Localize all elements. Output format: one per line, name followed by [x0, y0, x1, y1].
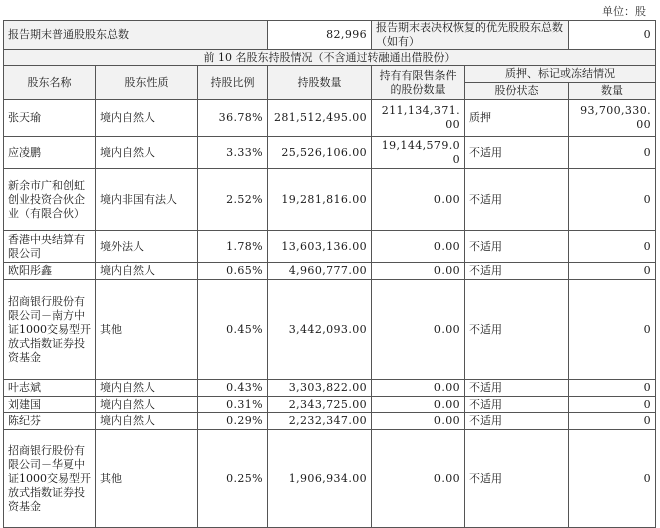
holder-name: 张天瑜 — [4, 100, 96, 137]
pledge-quantity: 0 — [569, 263, 656, 280]
restricted-quantity: 0.00 — [372, 263, 465, 280]
holding-ratio: 0.31% — [198, 397, 268, 413]
pledge-quantity: 0 — [569, 380, 656, 397]
holding-quantity: 281,512,495.00 — [268, 100, 372, 137]
holder-name: 新余市广和创虹创业投资合伙企业（有限合伙） — [4, 169, 96, 231]
holder-nature: 境内自然人 — [96, 397, 198, 413]
holding-ratio: 0.65% — [198, 263, 268, 280]
holder-name: 欧阳彤鑫 — [4, 263, 96, 280]
holder-name: 招商银行股份有限公司－华夏中证1000交易型开放式指数证券投资基金 — [4, 430, 96, 528]
pledge-status: 质押 — [465, 100, 569, 137]
preferred-holders-label: 报告期末表决权恢复的优先股股东总数（如有） — [372, 21, 569, 50]
restricted-quantity: 0.00 — [372, 231, 465, 263]
holder-nature: 境内非国有法人 — [96, 169, 198, 231]
holding-ratio: 1.78% — [198, 231, 268, 263]
restricted-quantity: 0.00 — [372, 380, 465, 397]
holding-quantity: 2,232,347.00 — [268, 413, 372, 430]
holding-ratio: 0.43% — [198, 380, 268, 397]
restricted-quantity: 0.00 — [372, 280, 465, 380]
pledge-quantity: 0 — [569, 413, 656, 430]
holder-nature: 境内自然人 — [96, 137, 198, 169]
preferred-holders-value: 0 — [569, 21, 656, 50]
pledge-status: 不适用 — [465, 280, 569, 380]
header-pledge-group: 质押、标记或冻结情况 — [465, 66, 656, 83]
table-row — [4, 380, 656, 397]
header-ratio: 持股比例 — [198, 66, 268, 100]
holder-name: 招商银行股份有限公司－南方中证1000交易型开放式指数证券投资基金 — [4, 280, 96, 380]
holding-quantity: 1,906,934.00 — [268, 430, 372, 528]
restricted-quantity: 0.00 — [372, 413, 465, 430]
table-row — [4, 263, 656, 280]
header-pledge-status: 股份状态 — [465, 83, 569, 100]
holder-name: 应凌鹏 — [4, 137, 96, 169]
holder-nature: 其他 — [96, 280, 198, 380]
holding-quantity: 4,960,777.00 — [268, 263, 372, 280]
holder-nature: 境外法人 — [96, 231, 198, 263]
table-row — [4, 413, 656, 430]
holding-ratio: 0.29% — [198, 413, 268, 430]
pledge-quantity: 0 — [569, 280, 656, 380]
holding-quantity: 3,303,822.00 — [268, 380, 372, 397]
holder-name: 香港中央结算有限公司 — [4, 231, 96, 263]
shareholder-table — [3, 20, 656, 528]
pledge-status: 不适用 — [465, 231, 569, 263]
holding-ratio: 0.45% — [198, 280, 268, 380]
holder-nature: 其他 — [96, 430, 198, 528]
summary-row — [4, 21, 656, 50]
table-row — [4, 231, 656, 263]
restricted-quantity: 0.00 — [372, 169, 465, 231]
restricted-quantity: 211,134,371.00 — [372, 100, 465, 137]
holder-name: 叶志斌 — [4, 380, 96, 397]
pledge-quantity: 0 — [569, 169, 656, 231]
table-row — [4, 280, 656, 380]
pledge-quantity: 0 — [569, 397, 656, 413]
pledge-quantity: 0 — [569, 137, 656, 169]
holder-nature: 境内自然人 — [96, 263, 198, 280]
restricted-quantity: 19,144,579.00 — [372, 137, 465, 169]
pledge-status: 不适用 — [465, 380, 569, 397]
pledge-status: 不适用 — [465, 430, 569, 528]
holding-quantity: 2,343,725.00 — [268, 397, 372, 413]
holding-quantity: 13,603,136.00 — [268, 231, 372, 263]
holder-nature: 境内自然人 — [96, 100, 198, 137]
holding-quantity: 25,526,106.00 — [268, 137, 372, 169]
pledge-status: 不适用 — [465, 169, 569, 231]
holder-name: 陈纪芬 — [4, 413, 96, 430]
section-title-row — [4, 50, 656, 66]
pledge-status: 不适用 — [465, 263, 569, 280]
unit-label: 单位：股 — [602, 5, 646, 18]
section-title: 前 10 名股东持股情况（不含通过转融通出借股份） — [4, 50, 656, 66]
holding-ratio: 36.78% — [198, 100, 268, 137]
holding-quantity: 19,281,816.00 — [268, 169, 372, 231]
pledge-quantity: 93,700,330.00 — [569, 100, 656, 137]
header-name: 股东名称 — [4, 66, 96, 100]
table-row — [4, 169, 656, 231]
table-row — [4, 137, 656, 169]
table-row — [4, 397, 656, 413]
common-holders-value: 82,996 — [268, 21, 372, 50]
restricted-quantity: 0.00 — [372, 430, 465, 528]
holder-name: 刘建国 — [4, 397, 96, 413]
table-row — [4, 430, 656, 528]
holding-ratio: 2.52% — [198, 169, 268, 231]
holder-nature: 境内自然人 — [96, 380, 198, 397]
pledge-quantity: 0 — [569, 231, 656, 263]
holding-ratio: 0.25% — [198, 430, 268, 528]
holder-nature: 境内自然人 — [96, 413, 198, 430]
header-nature: 股东性质 — [96, 66, 198, 100]
header-quantity: 持股数量 — [268, 66, 372, 100]
header-row-1 — [4, 66, 656, 83]
header-pledge-quantity: 数量 — [569, 83, 656, 100]
holding-quantity: 3,442,093.00 — [268, 280, 372, 380]
pledge-status: 不适用 — [465, 137, 569, 169]
pledge-quantity: 0 — [569, 430, 656, 528]
pledge-status: 不适用 — [465, 397, 569, 413]
header-restricted: 持有有限售条件的股份数量 — [372, 66, 465, 100]
pledge-status: 不适用 — [465, 413, 569, 430]
holding-ratio: 3.33% — [198, 137, 268, 169]
common-holders-label: 报告期末普通股股东总数 — [4, 21, 268, 50]
table-row — [4, 100, 656, 137]
restricted-quantity: 0.00 — [372, 397, 465, 413]
